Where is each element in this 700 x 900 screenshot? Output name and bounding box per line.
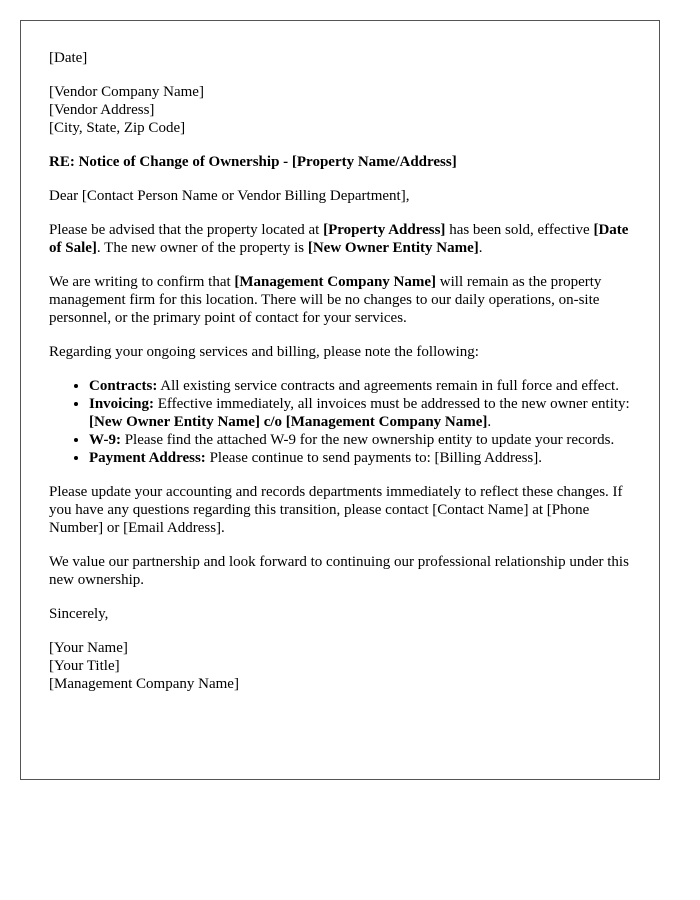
text-segment: Please be advised that the property located at bbox=[49, 222, 324, 238]
signature-title: [Your Title] bbox=[49, 658, 120, 674]
list-item-text: Please continue to send payments to: [Billing Address]. bbox=[205, 450, 543, 466]
signature-block bbox=[49, 639, 639, 693]
salutation: Dear [Contact Person Name or Vendor Billing Department], bbox=[49, 188, 410, 204]
recipient-city-state-zip: [City, State, Zip Code] bbox=[49, 120, 186, 136]
letter-date: [Date] bbox=[49, 50, 88, 66]
property-address-placeholder: [Property Address] bbox=[323, 222, 446, 238]
text-segment: . bbox=[478, 240, 483, 256]
list-item-label: Contracts: bbox=[89, 378, 158, 394]
list-item-text: . bbox=[487, 414, 492, 430]
subject-line: RE: Notice of Change of Ownership - [Property Name/Address] bbox=[49, 154, 457, 170]
list-item-label: W-9: bbox=[89, 432, 121, 448]
management-company-placeholder: [Management Company Name] bbox=[234, 274, 437, 290]
text-segment: We are writing to confirm that bbox=[49, 274, 235, 290]
text-segment: . The new owner of the property is bbox=[96, 240, 308, 256]
paragraph-management-confirmation bbox=[49, 273, 639, 327]
paragraph-sale-notice bbox=[49, 221, 639, 257]
recipient-block bbox=[49, 83, 639, 137]
letter-body bbox=[49, 49, 639, 709]
recipient-company: [Vendor Company Name] bbox=[49, 84, 204, 100]
signature-name: [Your Name] bbox=[49, 640, 128, 656]
invoice-addressee-placeholder: [New Owner Entity Name] c/o [Management Company Name] bbox=[89, 414, 488, 430]
list-item-contracts bbox=[89, 377, 639, 395]
text-segment: has been sold, effective bbox=[445, 222, 594, 238]
letter-page bbox=[20, 20, 660, 780]
recipient-address: [Vendor Address] bbox=[49, 102, 155, 118]
list-item-payment-address bbox=[89, 449, 639, 467]
list-item-label: Invoicing: bbox=[89, 396, 155, 412]
list-item-label: Payment Address: bbox=[89, 450, 206, 466]
new-owner-placeholder: [New Owner Entity Name] bbox=[307, 240, 479, 256]
list-item-w9 bbox=[89, 431, 639, 449]
list-item-text: Effective immediately, all invoices must be addressed to the new owner entity: bbox=[154, 396, 630, 412]
closing: Sincerely, bbox=[49, 606, 109, 622]
paragraph-partnership: We value our partnership and look forward to continuing our professional relationship under this new ownership. bbox=[49, 554, 629, 588]
signature-company: [Management Company Name] bbox=[49, 676, 239, 692]
text-segment: will remain as the property management firm for this location. There will be no changes to our daily operations, on-site personnel, or the primary point of contact for your services. bbox=[49, 274, 602, 326]
paragraph-update-request: Please update your accounting and records departments immediately to reflect these changes. If you have any questions regarding this transition, please contact [Contact Name] at [Phone Number] or [Email Address]. bbox=[49, 484, 623, 536]
list-item-text: Please find the attached W-9 for the new ownership entity to update your records. bbox=[120, 432, 615, 448]
list-item-text: All existing service contracts and agreements remain in full force and effect. bbox=[157, 378, 619, 394]
date-of-sale-placeholder: [Date of Sale] bbox=[49, 222, 629, 256]
services-list bbox=[49, 377, 639, 467]
paragraph-services-intro: Regarding your ongoing services and billing, please note the following: bbox=[49, 344, 479, 360]
list-item-invoicing bbox=[89, 395, 639, 431]
